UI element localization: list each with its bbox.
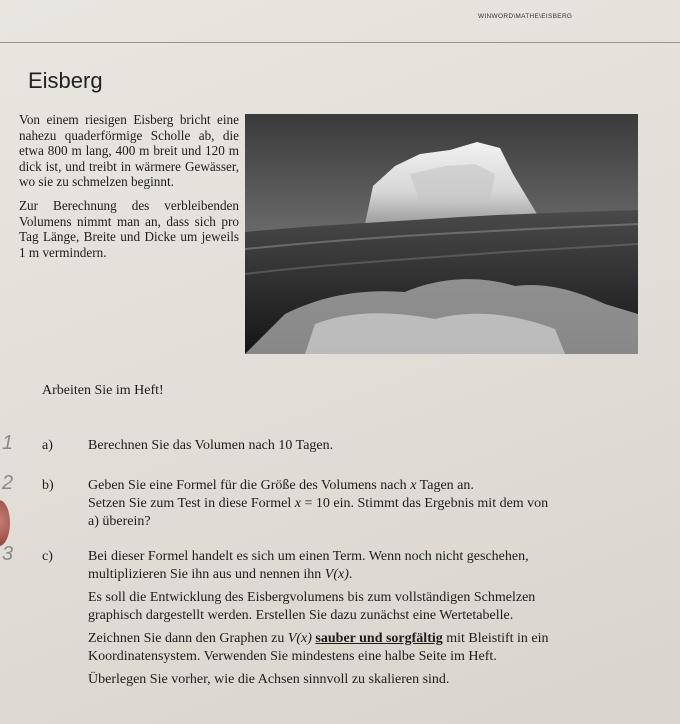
instruction-text: Arbeiten Sie im Heft! — [42, 383, 164, 398]
iceberg-photo — [245, 114, 638, 354]
task-letter: a) — [42, 438, 53, 453]
task-letter: c) — [42, 549, 53, 564]
iceberg-photo-graphic — [245, 114, 638, 354]
task-body — [88, 437, 648, 460]
task-paragraph: Es soll die Entwicklung des Eisbergvolumens bis zum vollständigen Schmelzen graphisch dargestellt werden. Erstellen Sie dazu zunächst eine Wertetabelle. — [88, 590, 536, 623]
task-line: Berechnen Sie das Volumen nach 10 Tagen. — [88, 438, 334, 453]
task-body — [88, 477, 648, 531]
task-line: Setzen Sie zum Test in diese Formel x = 10 ein. Stimmt das Ergebnis mit dem von — [88, 496, 549, 511]
handwritten-number: 3 — [2, 543, 14, 565]
intro-paragraph-2: Zur Berechnung des verbleibenden Volumens nimmt man an, dass sich pro Tag Länge, Breite und Dicke um jeweils 1 m vermindern. — [19, 197, 239, 260]
task-paragraph: Zeichnen Sie dann den Graphen zu V(x) sauber und sorgfältig mit Bleistift in ein Koordinatensystem. Verwenden Sie mindestens eine halbe Seite im Heft. — [88, 631, 549, 664]
handwritten-number: 2 — [2, 472, 14, 494]
task-paragraph: Überlegen Sie vorher, wie die Achsen sinnvoll zu skalieren sind. — [88, 672, 450, 687]
task-line: Geben Sie eine Formel für die Größe des Volumens nach x Tagen an. — [88, 478, 474, 493]
emphasis-text: sauber und sorgfältig — [315, 631, 443, 646]
document-path-label: WINWORD\MATHE\EISBERG — [478, 13, 573, 20]
task-letter: b) — [42, 478, 54, 493]
task-line: a) überein? — [88, 514, 151, 529]
intro-paragraph-1: Von einem riesigen Eisberg bricht eine nahezu quaderförmige Scholle ab, die etwa 800 m lang, 400 m breit und 120 m dick ist, und treibt in wärmere Gewässer, wo sie zu schmelzen beginnt. — [19, 112, 239, 190]
task-body — [88, 548, 648, 694]
header-divider — [0, 42, 680, 43]
task-paragraph: Bei dieser Formel handelt es sich um einen Term. Wenn noch nicht geschehen, multiplizieren Sie ihn aus und nennen ihn V(x). — [88, 549, 529, 582]
intro-text — [19, 112, 239, 268]
handwritten-number: 1 — [2, 432, 14, 454]
finger-edge — [0, 500, 10, 546]
page-title: Eisberg — [28, 68, 103, 93]
